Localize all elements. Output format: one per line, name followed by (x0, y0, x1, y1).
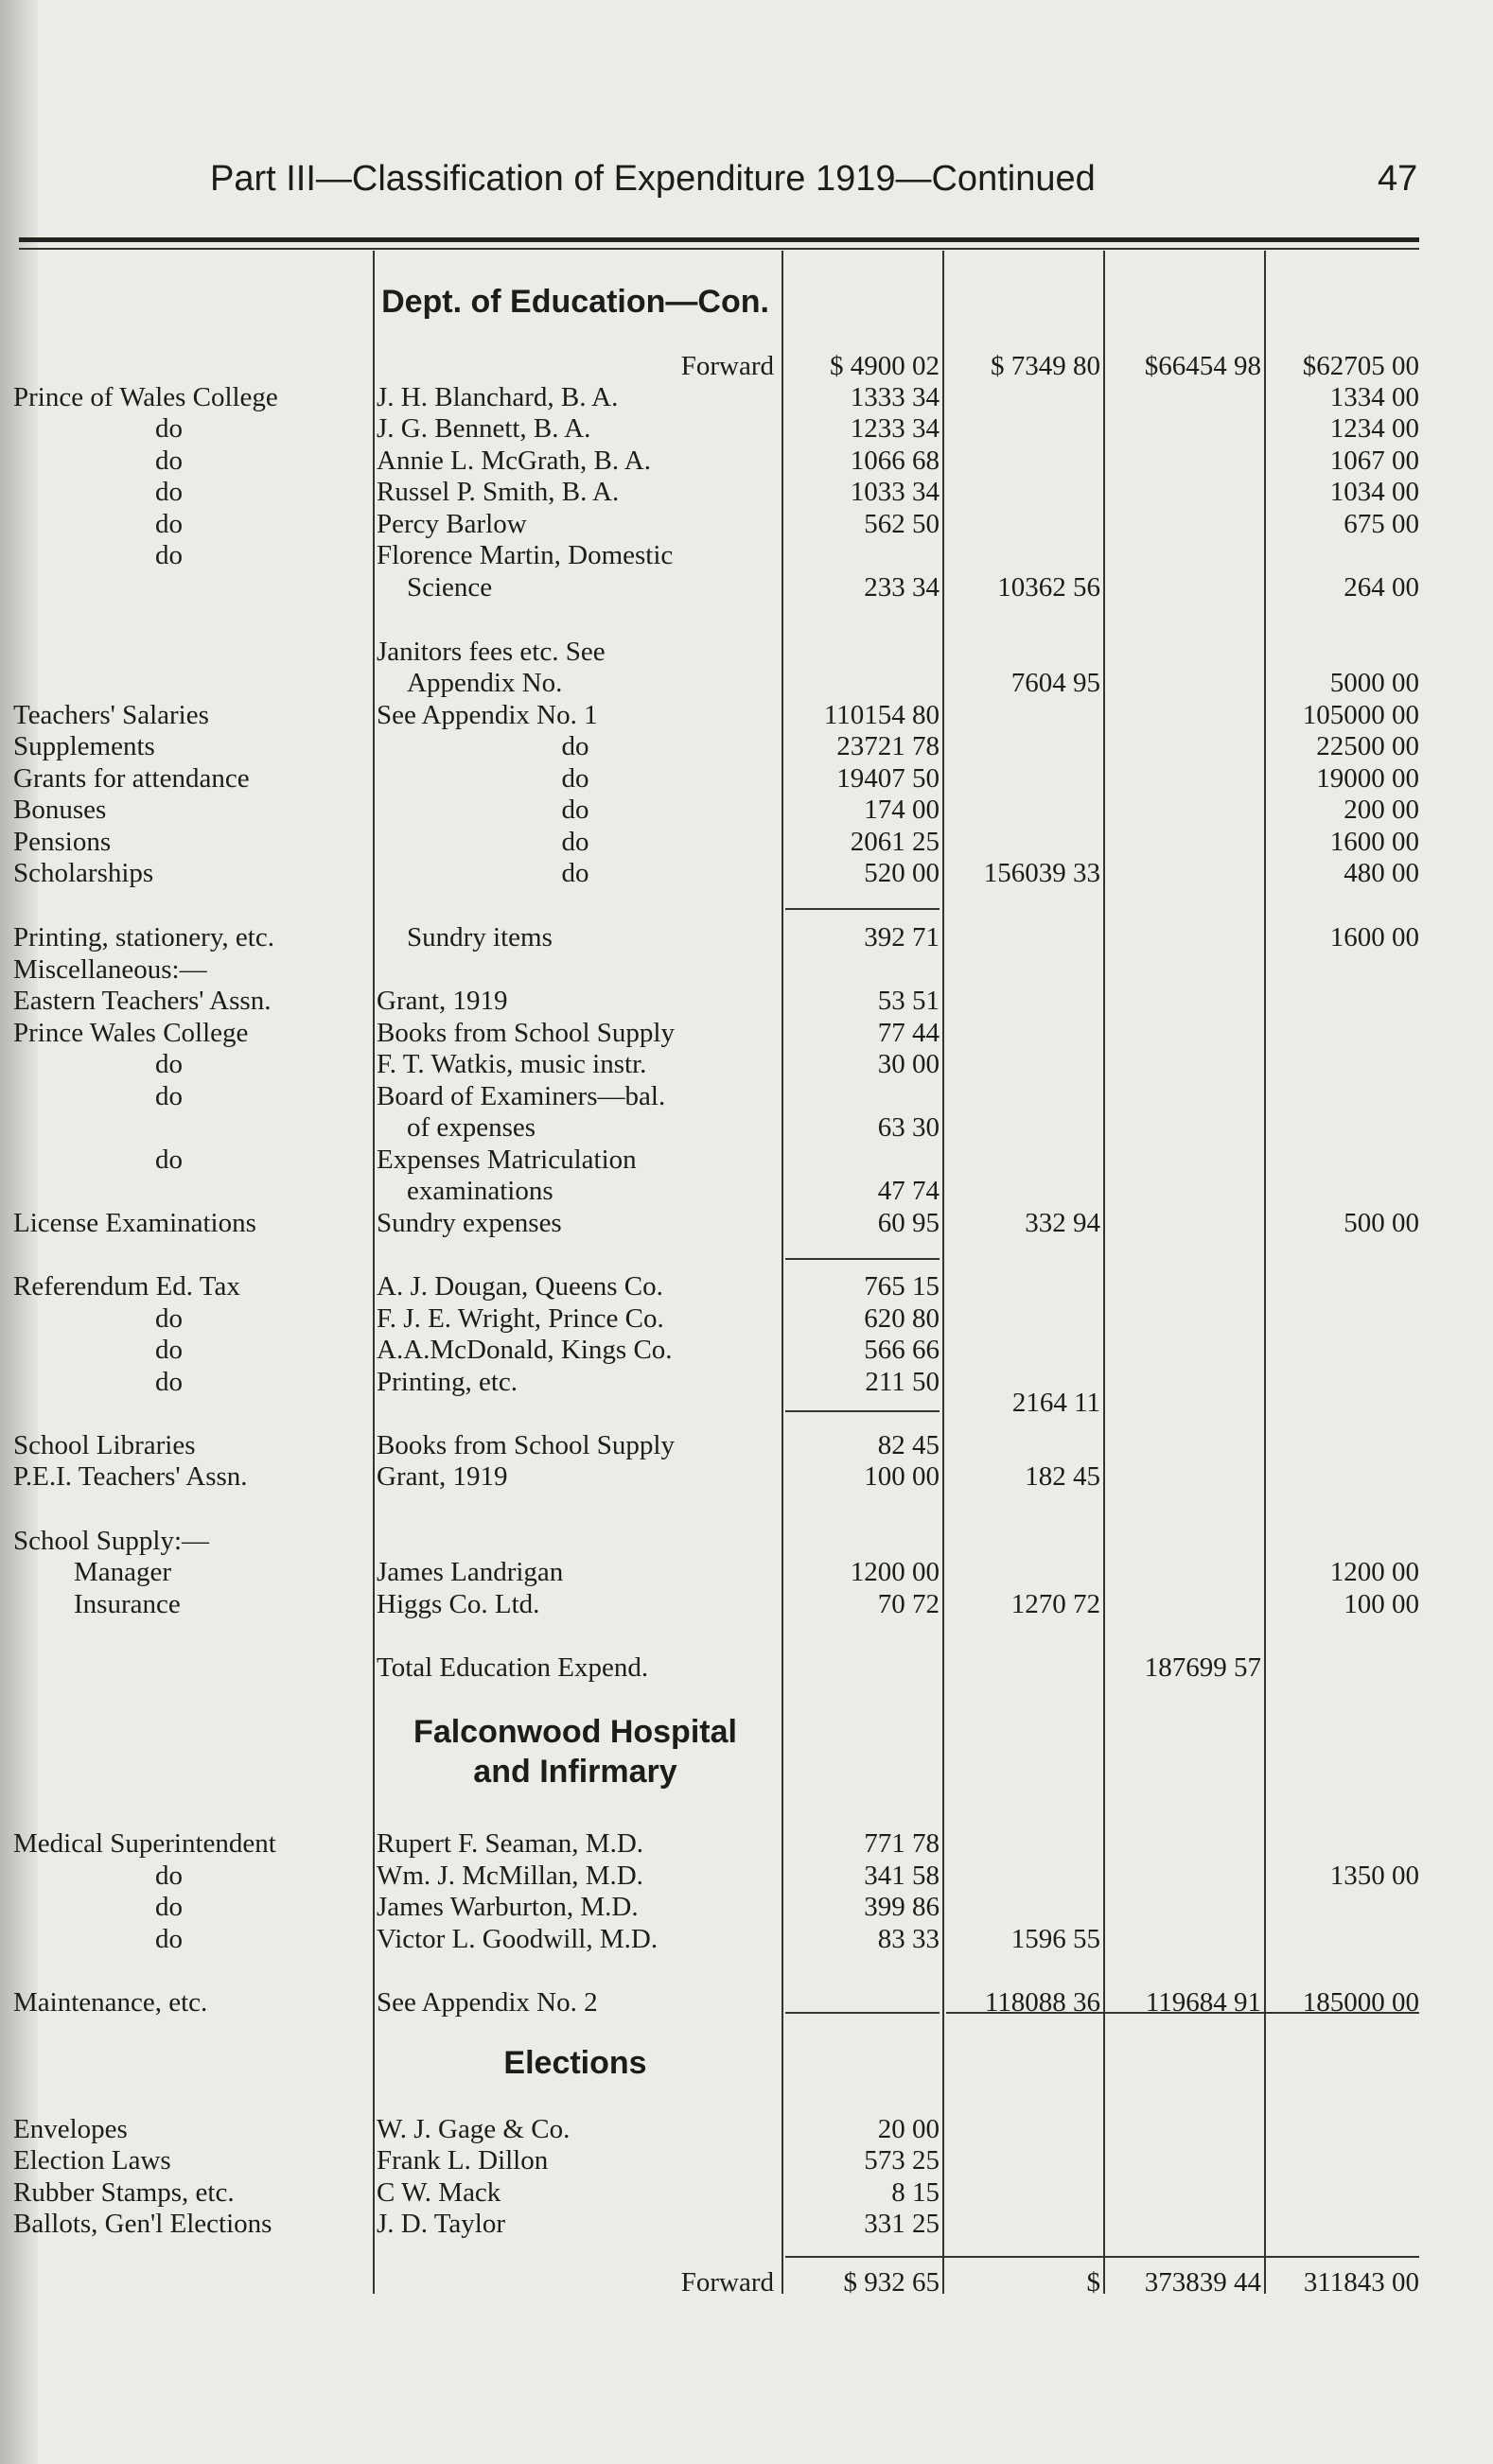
item-description: examinations (407, 1176, 553, 1206)
item-category: do (155, 413, 183, 444)
ledger-row (0, 762, 1493, 795)
ledger-row (0, 1525, 1493, 1557)
amount-a2: $ (1086, 2267, 1100, 2298)
item-description: Total Education Expend. (377, 1652, 649, 1683)
item-description: Percy Barlow (377, 509, 527, 539)
section-heading-education: Dept. of Education—Con. (381, 284, 769, 320)
amount-a1: 83 33 (877, 1924, 940, 1954)
item-description: Printing, etc. (377, 1367, 518, 1397)
amount-a1: 341 58 (864, 1861, 940, 1891)
item-description: Victor L. Goodwill, M.D. (377, 1924, 659, 1954)
item-description: Board of Examiners—bal. (377, 1081, 666, 1111)
ledger-row (0, 1588, 1493, 1620)
amount-a4: 19000 00 (1316, 763, 1419, 794)
ledger-row (0, 1923, 1493, 1955)
item-category: do (155, 509, 183, 539)
item-category: Manager (74, 1557, 172, 1587)
ledger-row (0, 571, 1493, 603)
item-category: Miscellaneous:— (13, 954, 207, 985)
item-description: J. G. Bennett, B. A. (377, 413, 591, 444)
ledger-row (0, 921, 1493, 953)
item-category: do (155, 1145, 183, 1175)
item-category: Rubber Stamps, etc. (13, 2177, 235, 2208)
item-description: Grant, 1919 (377, 1461, 508, 1492)
amount-a1: 331 25 (864, 2209, 940, 2239)
amount-a4: 1334 00 (1329, 382, 1419, 412)
item-category: do (155, 477, 183, 507)
item-description: do (561, 731, 589, 761)
item-description: A.A.McDonald, Kings Co. (377, 1335, 673, 1365)
amount-a1: 60 95 (877, 1208, 940, 1238)
amount-a1: 1066 68 (850, 446, 940, 476)
item-description: Florence Martin, Domestic (377, 540, 674, 570)
amount-a2: 332 94 (1025, 1208, 1100, 1238)
amount-a4: 264 00 (1344, 572, 1419, 603)
item-category: Envelopes (13, 2114, 128, 2144)
item-description: C W. Mack (377, 2177, 501, 2208)
ledger-row (0, 1986, 1493, 2018)
amount-a3: 373839 44 (1144, 2267, 1261, 2298)
ledger-row (0, 350, 1493, 382)
item-description: Forward (680, 2267, 774, 2298)
item-description: Annie L. McGrath, B. A. (377, 446, 651, 476)
item-description: Wm. J. McMillan, M.D. (377, 1861, 643, 1891)
ledger-row (0, 1111, 1493, 1144)
amount-a1: 765 15 (864, 1271, 940, 1302)
item-description: F. T. Watkis, music instr. (377, 1049, 647, 1079)
amount-a4: 500 00 (1344, 1208, 1419, 1238)
ledger-row (0, 2176, 1493, 2209)
item-category: Printing, stationery, etc. (13, 922, 274, 952)
item-category: Prince of Wales College (13, 382, 278, 412)
amount-a1: 30 00 (877, 1049, 940, 1079)
item-category: Bonuses (13, 795, 107, 825)
item-description: Russel P. Smith, B. A. (377, 477, 620, 507)
amount-a1: 82 45 (877, 1430, 940, 1460)
ledger-row (0, 1270, 1493, 1302)
ledger-row (0, 1827, 1493, 1860)
amount-a4: 1200 00 (1329, 1557, 1419, 1587)
amount-a4: 1034 00 (1329, 477, 1419, 507)
item-category: School Libraries (13, 1430, 196, 1460)
item-category: do (155, 1335, 183, 1365)
item-description: A. J. Dougan, Queens Co. (377, 1271, 663, 1302)
ledger-row (0, 412, 1493, 445)
ledger-row (0, 1080, 1493, 1112)
amount-a1: 100 00 (864, 1461, 940, 1492)
amount-a1: 520 00 (864, 858, 940, 888)
amount-a2: 118088 36 (984, 1987, 1100, 2018)
item-category: do (155, 1049, 183, 1079)
section-heading-falconwood-line1: Falconwood Hospital (413, 1714, 737, 1750)
item-description: Science (407, 572, 493, 603)
amount-a4: 200 00 (1344, 795, 1419, 825)
amount-a3: $66454 98 (1144, 351, 1261, 381)
amount-a4: 105000 00 (1302, 700, 1419, 730)
ledger-row (0, 508, 1493, 540)
ledger-row (0, 699, 1493, 731)
amount-a1: $ 932 65 (843, 2267, 940, 2298)
item-category: Teachers' Salaries (13, 700, 209, 730)
ledger-row (0, 1334, 1493, 1366)
amount-a4: 5000 00 (1329, 668, 1419, 698)
item-category: Ballots, Gen'l Elections (13, 2209, 272, 2239)
ledger-row (0, 667, 1493, 699)
ledger-row (0, 381, 1493, 413)
ledger-row (0, 794, 1493, 826)
ledger-row (0, 539, 1493, 571)
amount-a4: 1350 00 (1329, 1861, 1419, 1891)
item-category: do (155, 1367, 183, 1397)
item-category: School Supply:— (13, 1526, 210, 1556)
ledger-row (0, 1048, 1493, 1080)
item-category: Referendum Ed. Tax (13, 1271, 240, 1302)
item-description: Books from School Supply (377, 1018, 675, 1048)
item-category: Insurance (74, 1589, 181, 1619)
section-heading-falconwood-line2: and Infirmary (473, 1754, 677, 1790)
amount-a2: 182 45 (1025, 1461, 1100, 1492)
amount-a4: 100 00 (1344, 1589, 1419, 1619)
item-category: do (155, 1924, 183, 1954)
item-description: Sundry expenses (377, 1208, 562, 1238)
item-category: do (155, 1861, 183, 1891)
ledger-row (0, 1556, 1493, 1588)
amount-a4: 1234 00 (1329, 413, 1419, 444)
item-category: Pensions (13, 827, 112, 857)
ledger-row (0, 476, 1493, 508)
amount-a4: 185000 00 (1302, 1987, 1419, 2018)
amount-a2: 2164 11 (1011, 1388, 1100, 1418)
item-category: Supplements (13, 731, 155, 761)
item-description: do (561, 795, 589, 825)
item-category: P.E.I. Teachers' Assn. (13, 1461, 248, 1492)
item-description: See Appendix No. 2 (377, 1987, 598, 2018)
amount-a1: 1233 34 (850, 413, 940, 444)
ledger-row (0, 1860, 1493, 1892)
ledger-row (0, 2113, 1493, 2145)
item-description: of expenses (407, 1112, 536, 1143)
ledger-row (0, 826, 1493, 858)
amount-a1: 53 51 (877, 986, 940, 1016)
item-description: Grant, 1919 (377, 986, 508, 1016)
item-description: F. J. E. Wright, Prince Co. (377, 1303, 664, 1334)
item-description: James Warburton, M.D. (377, 1892, 639, 1922)
amount-a1: 174 00 (864, 795, 940, 825)
amount-a2: 1596 55 (1010, 1924, 1100, 1954)
ledger-row (0, 857, 1493, 889)
ledger-row (0, 1387, 1493, 1419)
page-number: 47 (1378, 159, 1418, 199)
item-category: Scholarships (13, 858, 154, 888)
ledger-row (0, 1891, 1493, 1923)
ledger-row (0, 1302, 1493, 1335)
amount-a4: $62705 00 (1302, 351, 1419, 381)
ledger-row (0, 730, 1493, 762)
item-description: J. H. Blanchard, B. A. (377, 382, 619, 412)
amount-a2: 1270 72 (1010, 1589, 1100, 1619)
ledger-row (0, 2144, 1493, 2176)
ledger-row (0, 1429, 1493, 1461)
item-category: do (155, 446, 183, 476)
amount-a3: 187699 57 (1144, 1652, 1261, 1683)
item-description: Books from School Supply (377, 1430, 675, 1460)
amount-a1: 1200 00 (850, 1557, 940, 1587)
ledger-row (0, 636, 1493, 668)
amount-a4: 1067 00 (1329, 446, 1419, 476)
item-description: do (561, 827, 589, 857)
amount-a2: 7604 95 (1010, 668, 1100, 698)
ledger-row (0, 2208, 1493, 2240)
amount-a1: 1333 34 (850, 382, 940, 412)
item-description: Sundry items (407, 922, 553, 952)
item-category: do (155, 1892, 183, 1922)
ledger-row (0, 1207, 1493, 1239)
amount-a4: 311843 00 (1303, 2267, 1419, 2298)
item-description: Forward (680, 351, 774, 381)
amount-a1: 19407 50 (836, 763, 940, 794)
amount-a1: 63 30 (877, 1112, 940, 1143)
section-heading-elections: Elections (503, 2045, 647, 2081)
amount-a4: 675 00 (1344, 509, 1419, 539)
amount-a1: 620 80 (864, 1303, 940, 1334)
item-category: Election Laws (13, 2145, 171, 2176)
item-category: do (155, 1303, 183, 1334)
amount-a1: 392 71 (864, 922, 940, 952)
amount-a4: 1600 00 (1329, 922, 1419, 952)
ledger-row (0, 985, 1493, 1017)
amount-a2: 10362 56 (997, 572, 1100, 603)
item-description: W. J. Gage & Co. (377, 2114, 571, 2144)
amount-a4: 1600 00 (1329, 827, 1419, 857)
item-category: License Examinations (13, 1208, 256, 1238)
amount-a1: $ 4900 02 (830, 351, 940, 381)
amount-a1: 2061 25 (850, 827, 940, 857)
amount-a1: 110154 80 (823, 700, 940, 730)
amount-a2: $ 7349 80 (991, 351, 1100, 381)
ledger-row (0, 1460, 1493, 1493)
item-category: Prince Wales College (13, 1018, 249, 1048)
ledger-row (0, 1175, 1493, 1207)
item-category: Maintenance, etc. (13, 1987, 208, 2018)
item-category: do (155, 1081, 183, 1111)
ledger-row (0, 2266, 1493, 2298)
ledger-row (0, 953, 1493, 986)
amount-a1: 23721 78 (836, 731, 940, 761)
item-category: Eastern Teachers' Assn. (13, 986, 272, 1016)
amount-a1: 8 15 (891, 2177, 940, 2208)
amount-a1: 562 50 (864, 509, 940, 539)
amount-a1: 20 00 (877, 2114, 940, 2144)
item-description: Rupert F. Seaman, M.D. (377, 1828, 644, 1859)
amount-a1: 1033 34 (850, 477, 940, 507)
ledger-row (0, 445, 1493, 477)
amount-a1: 70 72 (877, 1589, 940, 1619)
item-description: Frank L. Dillon (377, 2145, 549, 2176)
amount-a1: 233 34 (864, 572, 940, 603)
amount-a1: 771 78 (864, 1828, 940, 1859)
item-category: do (155, 540, 183, 570)
ledger-row (0, 1017, 1493, 1049)
amount-a1: 77 44 (877, 1018, 940, 1048)
item-description: See Appendix No. 1 (377, 700, 598, 730)
amount-a2: 156039 33 (983, 858, 1100, 888)
amount-a4: 480 00 (1344, 858, 1419, 888)
item-description: Higgs Co. Ltd. (377, 1589, 540, 1619)
item-category: Medical Superintendent (13, 1828, 276, 1859)
item-description: do (561, 858, 589, 888)
item-description: Appendix No. (407, 668, 563, 698)
item-description: do (561, 763, 589, 794)
item-description: J. D. Taylor (377, 2209, 505, 2239)
amount-a1: 573 25 (864, 2145, 940, 2176)
item-category: Grants for attendance (13, 763, 250, 794)
item-description: Expenses Matriculation (377, 1145, 637, 1175)
amount-a4: 22500 00 (1316, 731, 1419, 761)
amount-a1: 566 66 (864, 1335, 940, 1365)
amount-a1: 211 50 (865, 1367, 940, 1397)
item-description: James Landrigan (377, 1557, 564, 1587)
amount-a1: 47 74 (877, 1176, 940, 1206)
amount-a1: 399 86 (864, 1892, 940, 1922)
page-title: Part III—Classification of Expenditure 1919—Continued (210, 159, 1096, 199)
item-description: Janitors fees etc. See (377, 637, 606, 667)
ledger-row (0, 1651, 1493, 1684)
amount-a3: 119684 91 (1145, 1987, 1261, 2018)
ledger-row (0, 1144, 1493, 1176)
